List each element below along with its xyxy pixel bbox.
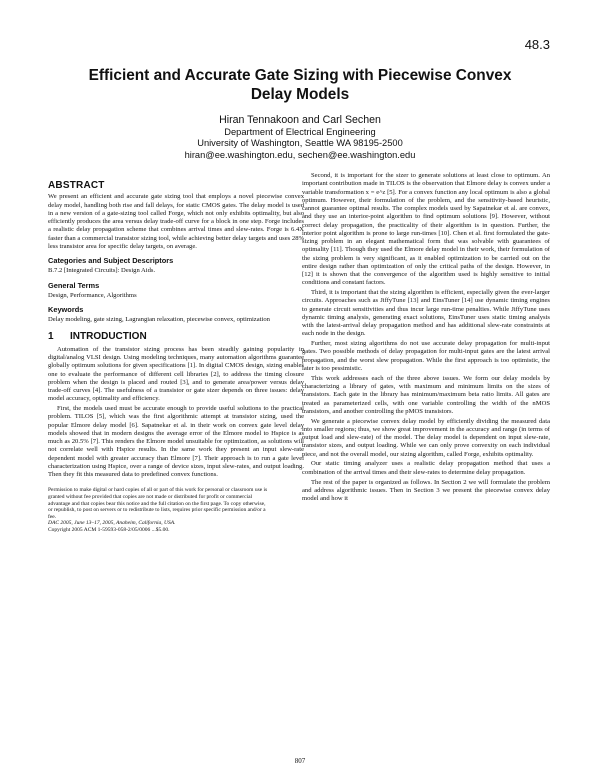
abstract-heading: ABSTRACT — [48, 180, 105, 191]
intro-paragraph-1: Automation of the transistor sizing process has been steadily gaining popularity in digital/analog VLSI design. Using modeling techniques, many automation algorithms guarantee globally optimum solutions for given specifications [1]. In digital CMOS design, sizing enables one to evaluate the performance of different cell libraries [2], to address the timing closure problem when the design is placed and routed [3], and to generate area/power versus delay trade-off curves [4]. The usefulness of a transistor or gate sizer depends on three issues: delay model accuracy, optimality and efficiency. — [48, 345, 304, 403]
introduction-heading — [48, 330, 304, 342]
general-terms-text: Design, Performance, Algorithms — [48, 291, 137, 299]
general-terms-heading: General Terms — [48, 280, 100, 290]
intro-paragraph-2: First, the models used must be accurate enough to provide useful solutions to the practical problem. TILOS [5], which was the first algorithmic attempt at transistor sizing, used the popular Elmore delay model [6]. Sapatnekar et al. in their work on convex gate level delay models showed that in modern designs the average error of the Elmore model to Hspice is as much as 20.5% [7]. This renders the Elmore model unsuitable for optimization, as solutions will not correlate well with Hspice results. In the same work they present an input slew-rate dependent model with greater accuracy than Elmore [7]. Their approach is to run a gate level characterization using Hspice, over a range of device sizes, input slew-rates, and output loading. Then they fit this measured data to predefined convex functions. — [48, 405, 304, 479]
right-column — [302, 172, 550, 505]
title-line-1: Efficient and Accurate Gate Sizing with Piecewise Convex — [88, 67, 512, 84]
body-paragraph-2: Third, it is important that the sizing algorithm is efficient, especially given the ever-larger circuits. Approaches such as JiffyTune [13] and EinsTuner [14] use dynamic timing engines to generate circuit sensitivities and thus incur large run-time penalties. While JiffyTune uses dynamic timing analysis, generating exact solutions, EinsTuner uses static timing analysis with the latest-arrival delay propagation method and has additional slew-rate constraints at each node in the design. — [302, 289, 550, 338]
author-emails: hiran@ee.washington.edu, sechen@ee.washington.edu — [184, 149, 416, 160]
keywords-text: Delay modeling, gate sizing, Lagrangian relaxation, piecewise convex, optimization — [48, 316, 270, 324]
section-title: INTRODUCTION — [70, 330, 147, 342]
body-paragraph-6: Our static timing analyzer uses a realistic delay propagation method that uses a combination of the arrival times and their slew-rates to determine delay propagation. — [302, 460, 550, 476]
affiliation-university: University of Washington, Seattle WA 98195-2500 — [197, 138, 403, 149]
keywords-heading: Keywords — [48, 305, 84, 314]
abstract-text: We present an efficient and accurate gate sizing tool that employs a novel piecewise convex delay model, handling both rise and fall delays, for static CMOS gates. The delay model is used in a new version of a gate-sizing tool called Forge, which not only exhibits optimality, but also efficiently produces the area versus delay trade-off curve for a block in one step. Forge includes a realistic delay propagation scheme that combines arrival times and slew-rates. Forge is 6.4X faster than a commercial transistor sizing tool, while achieving better delay targets and uses 28% less transistor area for specific delay targets, on average. — [48, 193, 304, 250]
conference-info: DAC 2005, June 13–17, 2005, Anaheim, California, USA. — [48, 520, 176, 527]
author-block — [100, 113, 500, 161]
left-column — [48, 181, 304, 534]
permission-text: Permission to make digital or hard copies of all or part of this work for personal or classroom use is granted without fee provided that copies are not made or distributed for profit or commercial advantage and that copies bear this notice and the full citation on the first page. To copy otherwise, or republish, to post on servers or to redistribute to lists, requires prior specific permission and/or a fee. — [48, 487, 268, 520]
paper-title — [40, 66, 560, 104]
body-paragraph-5: We generate a piecewise convex delay model by efficiently dividing the measured data into smaller regions; thus, we show great improvement in the accuracy and range (in terms of output load and slew-rate) of the model. The delay model is dependent on input slew-rate, transistor sizes, and output loading. While we can only prove convexity on each individual piece, and not the overall model, our sizing algorithm, called Forge, exhibits optimality. — [302, 417, 550, 458]
author-names: Hiran Tennakoon and Carl Sechen — [219, 114, 381, 126]
session-number: 48.3 — [524, 37, 550, 52]
body-paragraph-4: This work addresses each of the three above issues. We form our delay models by characterizing a library of gates, with maximum and minimum limits on the sizes of transistors. Each gate in the library has minimum/maximum beta ratio limits. All gates are treated as parameterized cells, with one variable controlling the width of the nMOS transistors, and another controlling the pMOS transistors. — [302, 374, 550, 415]
affiliation-department: Department of Electrical Engineering — [224, 127, 376, 137]
title-line-2: Delay Models — [250, 86, 350, 103]
categories-text: B.7.2 [Integrated Circuits]: Design Aids. — [48, 267, 156, 275]
copyright-line: Copyright 2005 ACM 1-59593-058-2/05/0006 ...$5.00. — [48, 526, 170, 533]
categories-heading: Categories and Subject Descriptors — [48, 256, 174, 265]
permission-notice — [48, 487, 270, 533]
body-paragraph-3: Further, most sizing algorithms do not use accurate delay propagation for multi-input gates. Two possible methods of delay propagation for multi-input gates are the latest arrival propagation, and the worst slew propagation. While the first approach is too optimistic, the later is too pessimistic. — [302, 340, 550, 372]
body-paragraph-7: The rest of the paper is organized as follows. In Section 2 we will formulate the problem and address algorithmic issues. Then in Section 3 we present the piecewise convex delay model and how it — [302, 478, 550, 503]
page-number: 807 — [294, 757, 306, 765]
section-number: 1 — [48, 330, 54, 342]
body-paragraph-1: Second, it is important for the sizer to generate solutions at least close to optimum. An important contribution made in TILOS is the observation that Elmore delay is convex under a variable transformation x = e^z [5]. For a convex function any local optimum is also a global optimum. However, their formulation of the problem, and the sensitivity-based heuristic, cannot guarantee optimal results. The complex models used by Sapatnekar et al. are convex, and they use an interior-point algorithm to find optimum solutions [9]. However, without correct delay propagation, the practicality of their algorithm is in question. Further, the interior point algorithm is prone to large run-times [10]. Chen et al. first formulated the gate-sizing problem in an elegant mathematical form that was solvable with guarantees of optimality [11]. Though they used the Elmore delay model in their work, their formulation of the sizing problem is very significant, as it enabled optimization to be carried out on the entire design rather than optimization of only the critical paths of the design. However, in [12] it is shown that the convergence of the algorithm used is highly sensitive to initial conditions and constant factors. — [302, 172, 550, 287]
